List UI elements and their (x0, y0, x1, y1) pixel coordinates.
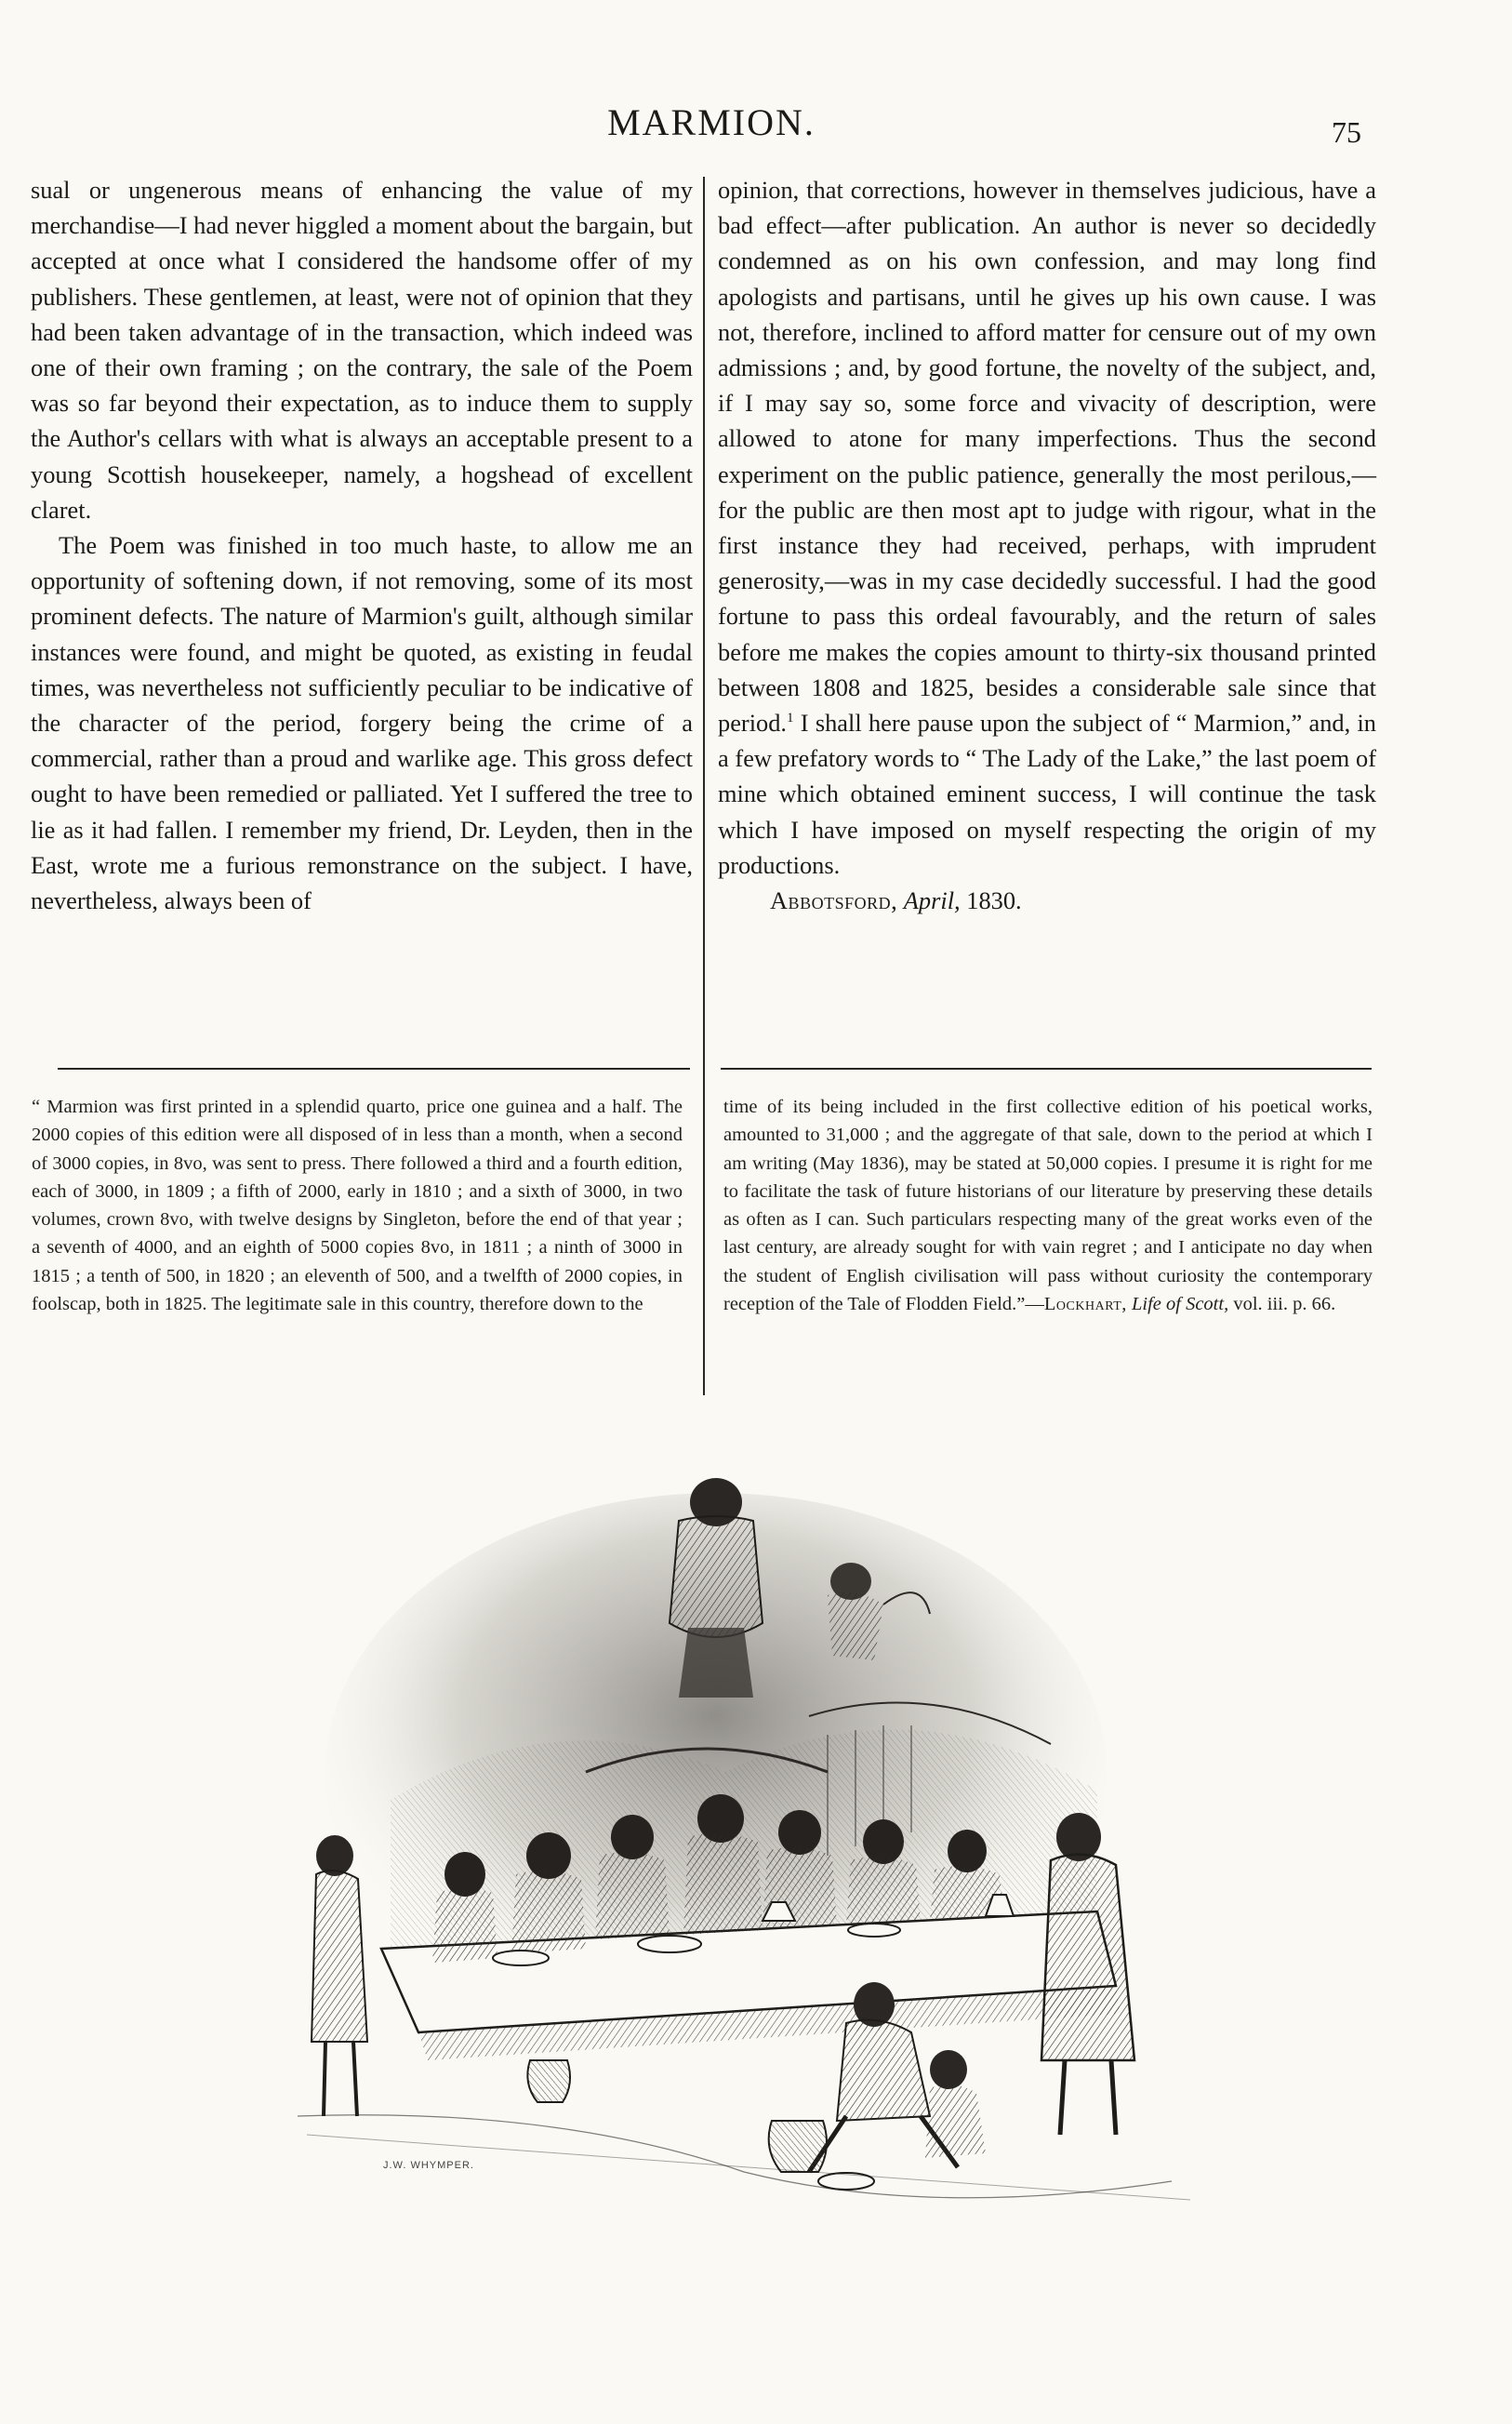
footnote-marker: 1 (787, 711, 794, 726)
signoff-month: April, (903, 886, 961, 915)
signoff-place: Abbotsford, (770, 886, 898, 915)
standing-figure-right (1041, 1813, 1134, 2135)
footnote-rule-left (58, 1068, 690, 1070)
footnote-text-body: time of its being included in the first collective edition of his poetical works, amounted to 31,000 ; and the aggregate of that sale, down to the period at which I am writing (May 1836), may be stated at 50,000 copies. I presume it is right for me to facilitate the task of future historians of our literature by preserving these details as often as I can. Such particulars respecting many of the great works even of the last century, are already sought for with vain regret ; and I anticipate no day when the student of English civilisation will pass without curiosity the contemporary reception of the Tale of Flodden Field.”— (723, 1097, 1373, 1315)
engraver-signature: J.W. WHYMPER. (383, 2160, 474, 2171)
paragraph-text-continued: I shall here pause upon the subject of “ Marmion,” and, in a few prefatory words to “ The Lady of the Lake,” the last poem of mine which obtained eminent success, I will continue the task which I have imposed on myself respecting the origin of my productions. (718, 709, 1376, 879)
page-number: 75 (1332, 115, 1361, 149)
floor-jugs (527, 2060, 874, 2190)
banquet-engraving-drawing (279, 1465, 1209, 2302)
banquet-engraving (279, 1465, 1209, 2302)
footnote-source-location: vol. iii. p. 66. (1233, 1294, 1336, 1315)
paragraph: The Poem was finished in too much haste, to allow me an opportunity of softening down, if not removing, some of its most prominent defects. The nature of Marmion's guilt, although similar instances were found, and might be quoted, as existing in feudal times, was nevertheless not sufficiently peculiar to be indicative of the character of the period, forgery being the crime of a commercial, rather than a proud and warlike age. This gross defect ought to have been remedied or palliated. Yet I suffered the tree to lie as it had fallen. I remember my friend, Dr. Leyden, then in the East, wrote me a furious remonstrance on the subject. I have, nevertheless, always been of (31, 531, 693, 915)
paragraph-text: opinion, that corrections, however in themselves judicious, have a bad effect—after publication. An author is never so decidedly condemned as on his own confession, and may long find apologists and partisans, until he gives up his own cause. I was not, therefore, inclined to afford matter for censure out of my own admissions ; and, by good fortune, the novelty of the subject, and, if I may say so, some force and vivacity of description, were allowed to atone for many imperfections. Thus the second experiment on the public patience, generally the most perilous,—for the public are then most apt to judge with rigour, what in the first instance they had received, perhaps, with imprudent generosity,—was in my case decidedly successful. I had the good fortune to pass this ordeal favourably, and the return of sales before me makes the copies amount to thirty-six thousand printed between 1808 and 1825, besides a considerable sale since that period. (718, 176, 1376, 738)
left-text-column (31, 172, 693, 918)
footnote-source-author: Lockhart, (1043, 1294, 1127, 1315)
column-divider (703, 177, 705, 1395)
footnote-rule-right (721, 1068, 1372, 1070)
running-title: MARMION. (607, 101, 816, 143)
footnote-left-column (32, 1093, 683, 1318)
paragraph: sual or ungenerous means of enhancing the value of my merchandise—I had never higgled a moment about the bargain, but accepted at once what I considered the handsome offer of my publishers. These gentlemen, at least, were not of opinion that they had been taken advantage of in the transaction, which indeed was one of their own framing ; on the contrary, the sale of the Poem was so far beyond their expectation, as to induce them to supply the Author's cellars with what is always an acceptable present to a young Scottish housekeeper, namely, a hogshead of excellent claret. (31, 176, 693, 524)
signoff-year: 1830. (966, 886, 1022, 915)
paragraph (718, 172, 1376, 883)
signoff (718, 883, 1376, 918)
footnote-text-continued (723, 1093, 1373, 1318)
footnote-source-title: Life of Scott, (1132, 1294, 1229, 1315)
footnote-right-column (723, 1093, 1373, 1318)
footnote-text: “ Marmion was first printed in a splendid quarto, price one guinea and a half. The 2000 copies of this edition were all disposed of in less than a month, when a second of 3000 copies, in 8vo, was sent to press. There followed a third and a fourth edition, each of 3000, in 1809 ; a fifth of 2000, early in 1810 ; and a sixth of 3000, in two volumes, crown 8vo, with twelve designs by Singleton, before the end of that year ; a seventh of 4000, and an eighth of 5000 copies 8vo, in 1811 ; a ninth of 3000 in 1815 ; a tenth of 500, in 1820 ; an eleventh of 500, and a twelfth of 2000 copies, in foolscap, both in 1825. The legitimate sale in this country, therefore down to the (32, 1097, 683, 1315)
right-text-column (718, 172, 1376, 918)
